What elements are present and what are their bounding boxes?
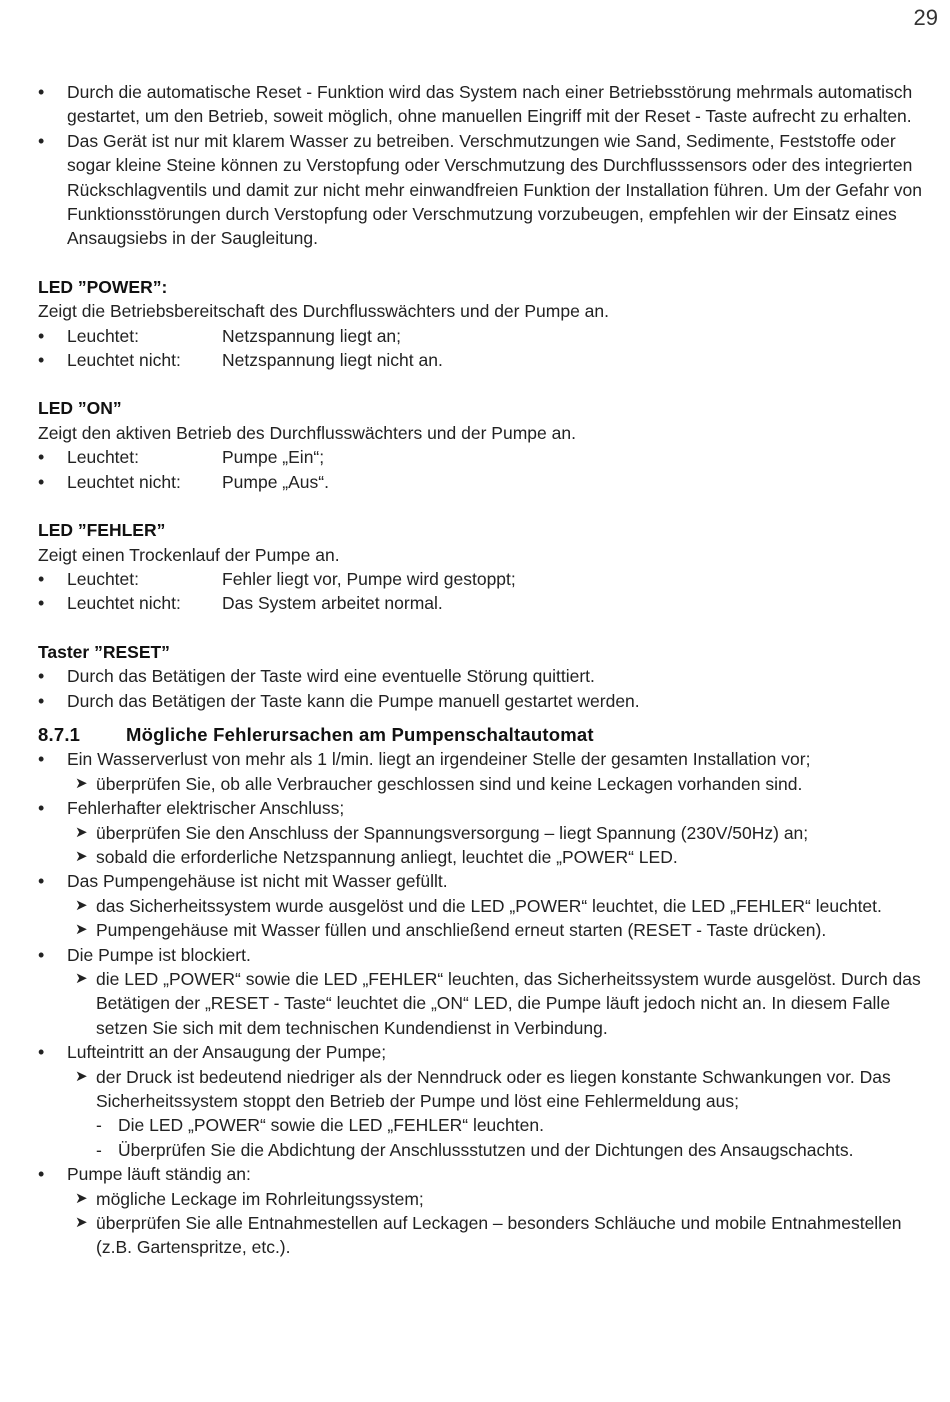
cause-detail: - Überprüfen Sie die Abdichtung der Anschlussstutzen und der Dichtungen des Ansaugschachts. <box>96 1139 854 1160</box>
arrow-icon: ➤ <box>75 1214 88 1232</box>
cause-action: ➤ mögliche Leckage im Rohrleitungssystem; <box>38 1187 934 1211</box>
section-number: 8.7.1 <box>38 723 81 745</box>
led-power-row: • Leuchtet: Netzspannung liegt an; <box>38 324 934 348</box>
led-on-description: Zeigt den aktiven Betrieb des Durchflusswächters und der Pumpe an. <box>38 422 576 443</box>
arrow-icon: ➤ <box>75 774 88 792</box>
led-fehler-row: • Leuchtet: Fehler liegt vor, Pumpe wird gestoppt; <box>38 567 934 591</box>
cause-action: ➤ der Druck ist bedeutend niedriger als der Nenndruck oder es liegen konstante Schwankungen vor. Das Sicherheitssystem stoppt den Betrieb der Pumpe und löst eine Fehlermeldung aus; <box>75 1066 891 1112</box>
cause-item: • Fehlerhafter elektrischer Anschluss; <box>38 796 934 820</box>
arrow-icon: ➤ <box>75 847 88 865</box>
cause-action: ➤ überprüfen Sie, ob alle Verbraucher geschlossen sind und keine Leckagen vorhanden sind. <box>38 772 934 796</box>
cause-item: • Pumpe läuft ständig an: <box>38 1162 934 1186</box>
intro-bullet: • Das Gerät ist nur mit klarem Wasser zu betreiben. Verschmutzungen wie Sand, Sedimente, Feststoffe oder sogar kleine Steine können zu Verstopfung oder Verschmutzung des Durchflusssensors oder des integrierten Rückschlagventils und damit zur nicht mehr einwandfreien Funktion der Installation führen. Um der Gefahr von Funktionsstörungen durch Verstopfung oder Verschmutzung vorzubeugen, empfehlen wir der Einsatz eines Ansaugsiebs in der Saugleitung. <box>38 129 934 251</box>
cause-item: • Ein Wasserverlust von mehr als 1 l/min. liegt an irgendeiner Stelle der gesamten Installation vor; <box>38 747 934 771</box>
cause-detail: - Die LED „POWER“ sowie die LED „FEHLER“ leuchten. <box>96 1115 544 1136</box>
cause-action: ➤ sobald die erforderliche Netzspannung anliegt, leuchtet die „POWER“ LED. <box>38 845 934 869</box>
led-fehler-heading: LED ”FEHLER” <box>38 520 166 541</box>
section-title: Mögliche Fehlerursachen am Pumpenschaltautomat <box>126 723 594 745</box>
taster-reset-bullet: • Durch das Betätigen der Taste wird eine eventuelle Störung quittiert. <box>38 664 934 688</box>
led-power-heading: LED ”POWER”: <box>38 276 168 297</box>
arrow-icon: ➤ <box>75 970 88 987</box>
cause-action: ➤ das Sicherheitssystem wurde ausgelöst und die LED „POWER“ leuchtet, die LED „FEHLER“ leuchtet. <box>38 894 934 918</box>
cause-action: ➤ die LED „POWER“ sowie die LED „FEHLER“ leuchten, das Sicherheitssystem wurde ausgelöst. Durch das Betätigen der „RESET - Taste“ leuchtet die „ON“ LED, die Pumpe läuft jedoch nicht an. In diesem Falle setzen Sie sich mit dem technischen Kundendienst in Verbindung. <box>75 969 921 1038</box>
cause-action: ➤ Pumpengehäuse mit Wasser füllen und anschließend erneut starten (RESET - Taste drücken). <box>38 918 934 942</box>
taster-reset-heading: Taster ”RESET” <box>38 641 170 662</box>
section-heading <box>38 723 934 747</box>
led-on-row: • Leuchtet nicht: Pumpe „Aus“. <box>38 470 934 494</box>
cause-item: • Lufteintritt an der Ansaugung der Pumpe; <box>38 1040 934 1064</box>
arrow-icon: ➤ <box>75 823 88 841</box>
arrow-icon: ➤ <box>75 921 88 939</box>
taster-reset-bullet: • Durch das Betätigen der Taste kann die Pumpe manuell gestartet werden. <box>38 689 934 713</box>
arrow-icon: ➤ <box>75 1067 88 1085</box>
cause-action: ➤ überprüfen Sie den Anschluss der Spannungsversorgung – liegt Spannung (230V/50Hz) an; <box>38 821 934 845</box>
arrow-icon: ➤ <box>75 1189 88 1207</box>
cause-item: • Die Pumpe ist blockiert. <box>38 943 934 967</box>
led-power-description: Zeigt die Betriebsbereitschaft des Durchflusswächters und der Pumpe an. <box>38 301 609 322</box>
arrow-icon: ➤ <box>75 896 88 914</box>
cause-action: ➤ überprüfen Sie alle Entnahmestellen auf Leckagen – besonders Schläuche und mobile Entnahmestellen (z.B. Gartenspritze, etc.). <box>75 1213 902 1258</box>
led-on-row: • Leuchtet: Pumpe „Ein“; <box>38 445 934 469</box>
page-number: 29 <box>913 5 938 30</box>
led-fehler-description: Zeigt einen Trockenlauf der Pumpe an. <box>38 544 340 565</box>
page-content <box>38 80 934 1260</box>
cause-item: • Das Pumpengehäuse ist nicht mit Wasser gefüllt. <box>38 869 934 893</box>
led-fehler-row: • Leuchtet nicht: Das System arbeitet normal. <box>38 591 934 615</box>
intro-bullet: • Durch die automatische Reset - Funktion wird das System nach einer Betriebsstörung mehrmals automatisch gestartet, um den Betrieb, soweit möglich, ohne manuellen Eingriff mit der Reset - Taste aufrecht zu erhalten. <box>38 80 934 129</box>
led-power-row: • Leuchtet nicht: Netzspannung liegt nicht an. <box>38 348 934 372</box>
led-on-heading: LED ”ON” <box>38 398 122 419</box>
